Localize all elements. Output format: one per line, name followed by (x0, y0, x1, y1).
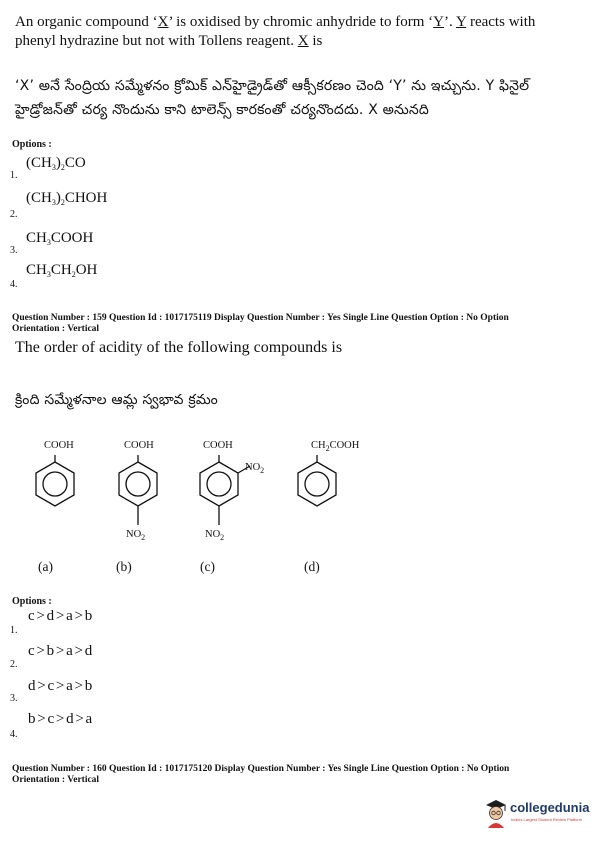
q159-option-2[interactable]: c > b > a > d (28, 643, 93, 659)
structure-d-label: (d) (304, 559, 320, 574)
structure-b-top-label: COOH (124, 440, 154, 451)
q159-option-1[interactable]: c > d > a > b (28, 608, 93, 624)
benzene-ring-b (113, 455, 163, 530)
q159-option-4[interactable]: b > c > d > a (28, 711, 93, 727)
q158-option-1-number: 1. (10, 170, 18, 181)
structure-b-bottom-label: $NO_2$ (126, 529, 146, 542)
q158-option-3-number: 3. (10, 245, 18, 256)
structure-a-label: (a) (38, 559, 53, 574)
structure-d-top-label: $CH_2COOH$ (311, 440, 360, 453)
structure-c-bottom-label: $NO_2$ (205, 529, 225, 542)
student-mascot-icon (483, 798, 509, 828)
logo-brand-text: collegedunia (510, 800, 590, 815)
question-159-meta: Question Number : 159 Question Id : 1017175119 Display Question Number : Yes Single Line Question Option : No Option Orientation : Vertical (12, 313, 509, 334)
q159-option-3[interactable]: d > c > a > b (28, 678, 93, 694)
structure-c-label: (c) (200, 559, 215, 574)
q158-options-heading: Options : (12, 139, 52, 150)
q158-option-4-number: 4. (10, 279, 18, 290)
structure-b-label: (b) (116, 559, 132, 574)
structure-c-top-label: COOH (203, 440, 233, 451)
q158-option-2[interactable]: $(CH_3)_2CHOH$ (26, 190, 108, 207)
collegedunia-logo (483, 796, 591, 836)
q158-text-te-line1: ‘X’ అనే సేంద్రియ సమ్మేళనం క్రోమిక్ ఎన్‌హైడ్రైడ్‌తో ఆక్సీకరణం చెంది ‘Y’ ను ఇచ్చును. Y ఫినైల్ (15, 78, 530, 94)
q159-option-1-number: 1. (10, 625, 18, 636)
q158-option-1[interactable]: $(CH_3)_2CO$ (26, 155, 86, 172)
q158-text-te-line2: హైడ్రోజన్‌తో చర్య నొందును కాని టాలెన్స్ కారకంతో చర్యనొందదు. X అనునది (15, 102, 430, 118)
q158-option-2-number: 2. (10, 209, 18, 220)
q159-text-te: క్రింది సమ్మేళనాల ఆమ్ల స్వభావ క్రమం (15, 392, 218, 408)
benzene-ring-d (292, 455, 342, 510)
structure-c-side-label: $NO_2$ (245, 462, 265, 475)
q159-text-en: The order of acidity of the following compounds is (15, 339, 343, 356)
q159-option-2-number: 2. (10, 659, 18, 670)
logo-tagline: India's Largest Student Review Platform (511, 817, 583, 822)
q159-option-4-number: 4. (10, 729, 18, 740)
q158-option-4[interactable]: $CH_3CH_2OH$ (26, 262, 98, 279)
benzene-ring-a (30, 455, 80, 510)
q159-option-3-number: 3. (10, 693, 18, 704)
structure-a-top-label: COOH (44, 440, 74, 451)
q159-options-heading: Options : (12, 596, 52, 607)
q158-text-en: An organic compound ‘X’ is oxidised by chromic anhydride to form ‘Y’. Y reacts with phenyl hydrazine but not with Tollens reagent. X is (15, 14, 536, 49)
q158-option-3[interactable]: $CH_3COOH$ (26, 230, 94, 247)
question-160-meta: Question Number : 160 Question Id : 1017175120 Display Question Number : Yes Single Line Question Option : No Option Orientation : Vertical (12, 764, 510, 785)
